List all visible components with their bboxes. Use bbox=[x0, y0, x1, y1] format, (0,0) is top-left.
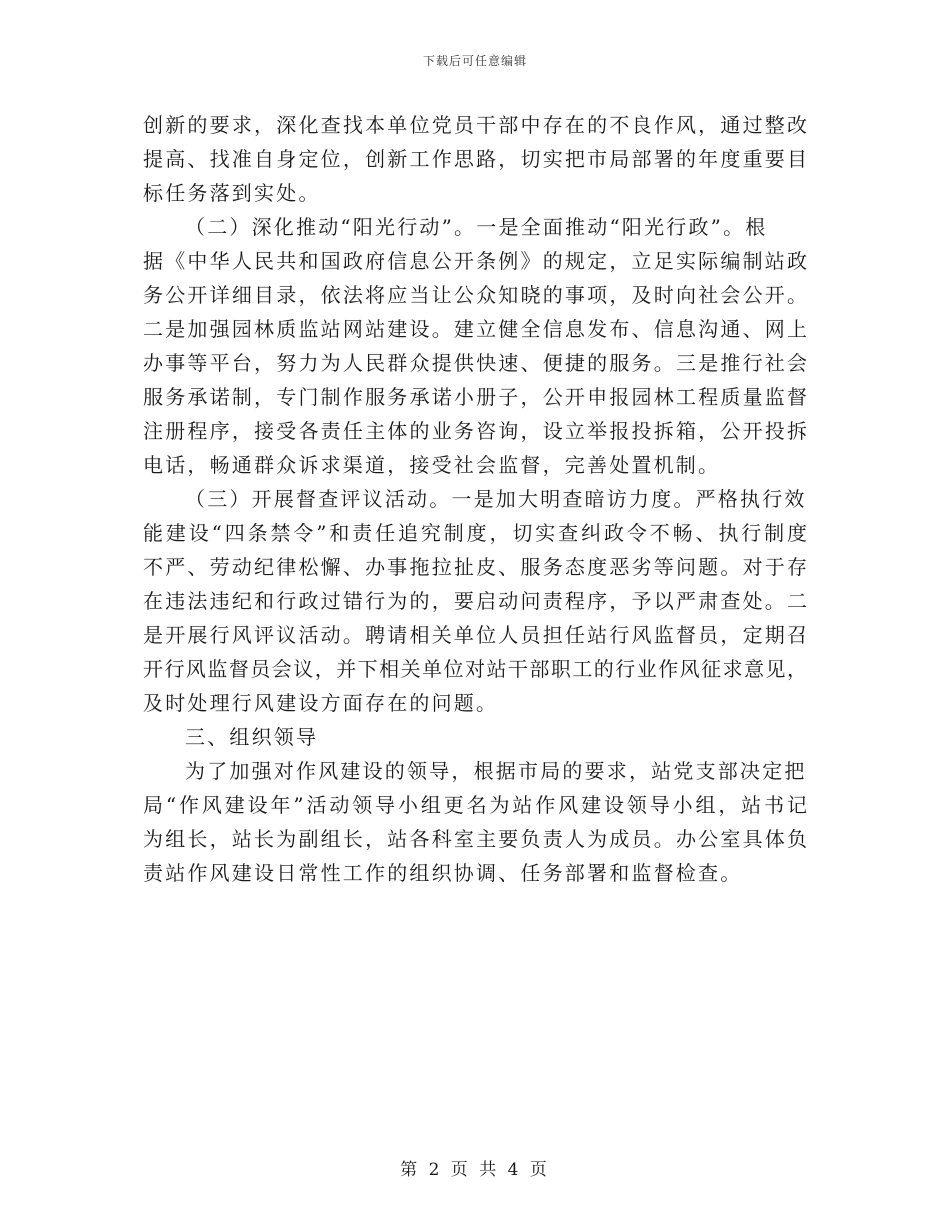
page-header: 下载后可任意编辑 bbox=[422, 54, 527, 68]
page-number: 第 2 页 共 4 页 bbox=[400, 1160, 550, 1180]
body-line: 标任务落到实处。 bbox=[143, 181, 321, 205]
body-line: 能建设“四条禁令”和责任追究制度，切实查纠政令不畅、执行制度 bbox=[143, 521, 807, 545]
body-line: 二是加强园林质监站网站建设。建立健全信息发布、信息沟通、网上 bbox=[143, 317, 807, 341]
body-line: 务公开详细目录，依法将应当让公众知晓的事项，及时向社会公开。 bbox=[143, 283, 807, 307]
body-line: 是开展行风评议活动。聘请相关单位人员担任站行风监督员，定期召 bbox=[143, 623, 807, 647]
section-title: 三、组织领导 bbox=[185, 725, 319, 749]
document-body bbox=[143, 108, 807, 890]
body-line: 办事等平台，努力为人民群众提供快速、便捷的服务。三是推行社会 bbox=[143, 351, 807, 375]
body-line: 服务承诺制，专门制作服务承诺小册子，公开申报园林工程质量监督 bbox=[143, 385, 807, 409]
body-line: 责站作风建设日常性工作的组织协调、任务部署和监督检查。 bbox=[143, 861, 743, 885]
body-line: 为了加强对作风建设的领导，根据市局的要求，站党支部决定把 bbox=[185, 759, 807, 783]
body-line: 在违法违纪和行政过错行为的，要启动问责程序，予以严肃查处。二 bbox=[143, 589, 807, 613]
body-line: 注册程序，接受各责任主体的业务咨询，设立举报投拆箱，公开投拆 bbox=[143, 419, 807, 443]
body-line: 及时处理行风建设方面存在的问题。 bbox=[143, 691, 499, 715]
body-line: 局“作风建设年”活动领导小组更名为站作风建设领导小组，站书记 bbox=[143, 793, 807, 817]
body-line: 不严、劳动纪律松懈、办事拖拉扯皮、服务态度恶劣等问题。对于存 bbox=[143, 555, 807, 579]
body-line: 创新的要求，深化查找本单位党员干部中存在的不良作风，通过整改 bbox=[143, 113, 807, 137]
body-line: 提高、找准自身定位，创新工作思路，切实把市局部署的年度重要目 bbox=[143, 147, 807, 171]
section-heading-line: （三）开展督查评议活动。一是加大明查暗访力度。严格执行效 bbox=[185, 487, 807, 511]
section-heading-line: （二）深化推动“阳光行动”。一是全面推动“阳光行政”。根 bbox=[185, 215, 768, 239]
body-line: 为组长，站长为副组长，站各科室主要负责人为成员。办公室具体负 bbox=[143, 827, 807, 851]
body-line: 开行风监督员会议，并下相关单位对站干部职工的行业作风征求意见， bbox=[143, 657, 807, 681]
body-line: 电话，畅通群众诉求渠道，接受社会监督，完善处置机制。 bbox=[143, 453, 721, 477]
body-line: 据《中华人民共和国政府信息公开条例》的规定，立足实际编制站政 bbox=[143, 249, 807, 273]
